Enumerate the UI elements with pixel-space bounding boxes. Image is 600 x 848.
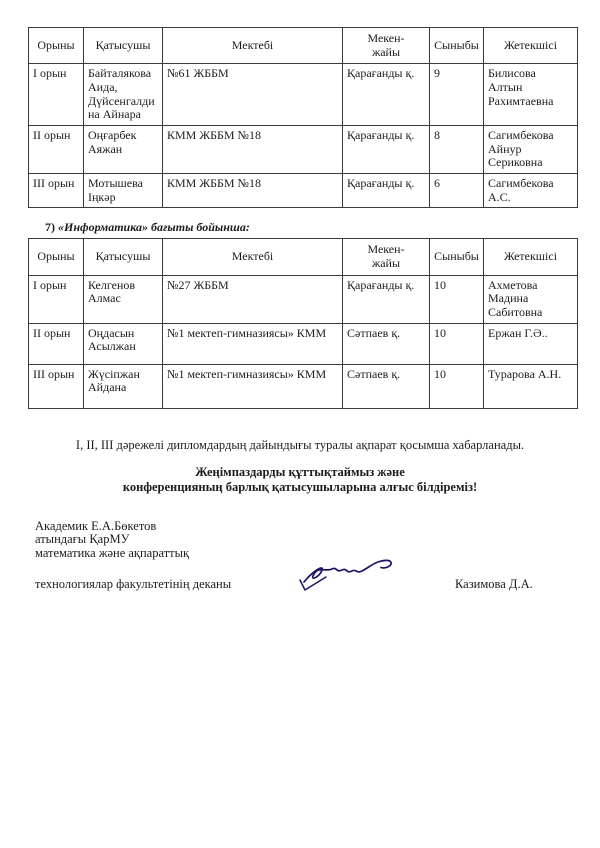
supervisor-cell: Сагимбекова А.С. bbox=[484, 174, 578, 208]
participant-cell: Мотышева Іңкәр bbox=[84, 174, 163, 208]
table-row bbox=[29, 64, 578, 126]
table-header-row bbox=[29, 28, 578, 64]
supervisor-cell: Ахметова Мадина Сабитовна bbox=[484, 275, 578, 323]
table-row bbox=[29, 275, 578, 323]
results-table-1 bbox=[28, 27, 578, 208]
col-header-address bbox=[343, 239, 430, 275]
col-header-school: Мектебі bbox=[163, 28, 343, 64]
participant-cell: Келгенов Алмас bbox=[84, 275, 163, 323]
signature-image bbox=[296, 549, 404, 593]
supervisor-cell: Билисова Алтын Рахимтаевна bbox=[484, 64, 578, 126]
table-row bbox=[29, 364, 578, 408]
section-number: 7) bbox=[45, 220, 55, 235]
dean-title-line: технологиялар факультетінің деканы bbox=[35, 577, 232, 591]
participant-cell: Оңғарбек Аяжан bbox=[84, 126, 163, 174]
grade-cell: 10 bbox=[430, 364, 484, 408]
participant-cell: Жүсіпжан Айдана bbox=[84, 364, 163, 408]
table-header-row bbox=[29, 239, 578, 275]
place-cell: III орын bbox=[29, 174, 84, 208]
place-cell: I орын bbox=[29, 275, 84, 323]
table-row bbox=[29, 126, 578, 174]
org-line-3: математика және ақпараттық bbox=[35, 545, 190, 560]
section-title: «Информатика» бағыты бойынша: bbox=[58, 220, 250, 235]
congratulations-line-1: Жеңімпаздарды құттықтаймыз және bbox=[195, 464, 405, 479]
address-cell: Қарағанды қ. bbox=[343, 64, 430, 126]
col-header-supervisor: Жетекшісі bbox=[484, 28, 578, 64]
school-cell: №1 мектеп-гимназиясы» КММ bbox=[163, 364, 343, 408]
place-cell: II орын bbox=[29, 323, 84, 364]
address-cell: Қарағанды қ. bbox=[343, 126, 430, 174]
address-cell: Қарағанды қ. bbox=[343, 275, 430, 323]
col-header-grade: Сыныбы bbox=[430, 239, 484, 275]
org-line-2: атындағы ҚарМУ bbox=[35, 532, 130, 547]
signature-org-lines bbox=[35, 520, 189, 560]
place-cell: III орын bbox=[29, 364, 84, 408]
diploma-info-note: I, II, III дәрежелі дипломдардың дайындығы туралы ақпарат қосымша хабарланады. bbox=[75, 437, 525, 452]
place-cell: I орын bbox=[29, 64, 84, 126]
address-cell: Қарағанды қ. bbox=[343, 174, 430, 208]
supervisor-cell: Ержан Г.Ә.. bbox=[484, 323, 578, 364]
school-cell: КММ ЖББМ №18 bbox=[163, 126, 343, 174]
col-header-address-label: Мекен-жайы bbox=[367, 31, 405, 59]
section-heading bbox=[45, 220, 600, 235]
participant-cell: Оңдасын Асылжан bbox=[84, 323, 163, 364]
grade-cell: 8 bbox=[430, 126, 484, 174]
col-header-supervisor: Жетекшісі bbox=[484, 239, 578, 275]
col-header-grade: Сыныбы bbox=[430, 28, 484, 64]
grade-cell: 10 bbox=[430, 275, 484, 323]
col-header-address bbox=[343, 28, 430, 64]
school-cell: КММ ЖББМ №18 bbox=[163, 174, 343, 208]
col-header-place: Орыны bbox=[29, 239, 84, 275]
supervisor-cell: Турарова А.Н. bbox=[484, 364, 578, 408]
col-header-school: Мектебі bbox=[163, 239, 343, 275]
col-header-place: Орыны bbox=[29, 28, 84, 64]
school-cell: №61 ЖББМ bbox=[163, 64, 343, 126]
table-row bbox=[29, 323, 578, 364]
congratulations-text bbox=[0, 465, 600, 496]
supervisor-cell: Сагимбекова Айнур Сериковна bbox=[484, 126, 578, 174]
table-row bbox=[29, 174, 578, 208]
participant-cell: Байталякова Аида, Дүйсенгалдина Айнара bbox=[84, 64, 163, 126]
grade-cell: 10 bbox=[430, 323, 484, 364]
congratulations-line-2: конференцияның барлық қатысушыларына алғыс білдіреміз! bbox=[122, 480, 478, 495]
address-cell: Сәтпаев қ. bbox=[343, 364, 430, 408]
address-cell: Сәтпаев қ. bbox=[343, 323, 430, 364]
col-header-address-label: Мекен-жайы bbox=[367, 242, 405, 271]
grade-cell: 6 bbox=[430, 174, 484, 208]
grade-cell: 9 bbox=[430, 64, 484, 126]
col-header-participant: Қатысушы bbox=[84, 28, 163, 64]
results-table-2 bbox=[28, 238, 578, 408]
school-cell: №27 ЖББМ bbox=[163, 275, 343, 323]
col-header-participant: Қатысушы bbox=[84, 239, 163, 275]
school-cell: №1 мектеп-гимназиясы» КММ bbox=[163, 323, 343, 364]
org-line-1: Академик Е.А.Бөкетов bbox=[35, 519, 157, 533]
signer-name: Казимова Д.А. bbox=[455, 577, 533, 591]
place-cell: II орын bbox=[29, 126, 84, 174]
